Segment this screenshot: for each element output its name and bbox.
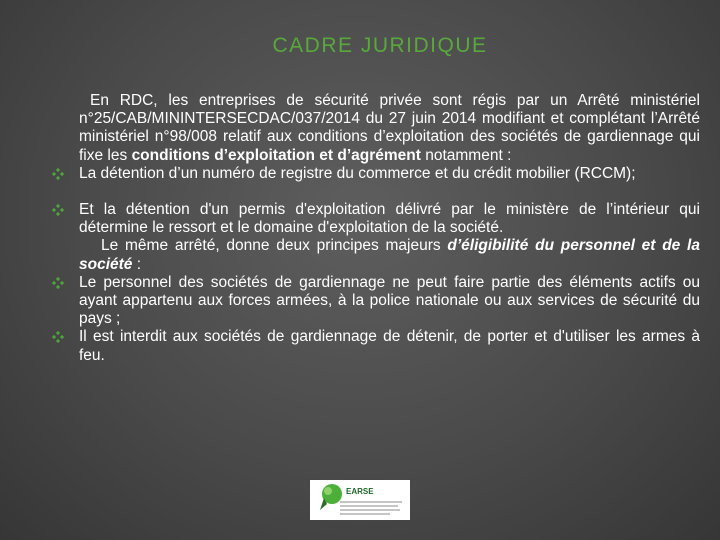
principles-text: Le même arrêté, donne deux principes majeurs — [101, 237, 448, 255]
bullet-item-permis — [79, 201, 700, 237]
principles-bold-text: d’éligibilité du personnel et de la société — [79, 237, 700, 273]
diamond-bullet-icon — [52, 204, 64, 216]
bullet-text: Il est interdit aux sociétés de gardiennage de détenir, de porter et d'utiliser les armes à feu. — [79, 328, 700, 364]
bullet-item-armes — [79, 328, 700, 364]
intro-text-end: notamment : — [420, 146, 512, 164]
bullet-text: Et la détention d'un permis d'exploitation délivré par le ministère de l’intérieur qui détermine le ressort et le domaine d'exploitation de la société. — [79, 201, 700, 237]
earse-logo-graphic — [310, 480, 410, 520]
diamond-bullet-icon — [52, 168, 64, 180]
intro-bold-text: conditions d’exploitation et d’agrément — [131, 146, 421, 164]
diamond-bullet-icon — [52, 277, 64, 289]
bullet-item-personnel — [79, 274, 700, 329]
diamond-bullet-icon — [52, 331, 64, 343]
earse-logo — [310, 480, 410, 520]
principles-paragraph — [79, 237, 700, 273]
bullet-item-rccm — [79, 165, 700, 183]
intro-paragraph — [79, 92, 700, 165]
bullet-text: La détention d’un numéro de registre du commerce et du crédit mobilier (RCCM); — [79, 164, 636, 182]
spacer — [79, 183, 700, 201]
principles-text-end: : — [132, 255, 142, 273]
slide-title: CADRE JURIDIQUE — [272, 34, 488, 57]
logo-text: EARSE — [346, 487, 374, 496]
slide-body — [79, 92, 700, 365]
bullet-text: Le personnel des sociétés de gardiennage ne peut faire partie des éléments actifs ou ayant appartenu aux forces armées, à la police nationale ou aux services de sécurité du pays ; — [79, 273, 700, 328]
intro-text: En RDC, les entreprises de sécurité privée sont régis par un Arrêté ministériel n°25/CAB/MININTERSECDAC/037/2014 du 27 juin 2014 modifiant et complétant l’Arrêté ministériel n°98/008 relatif aux conditions d’exploitation des sociétés de gardiennage qui fixe les — [79, 92, 700, 164]
